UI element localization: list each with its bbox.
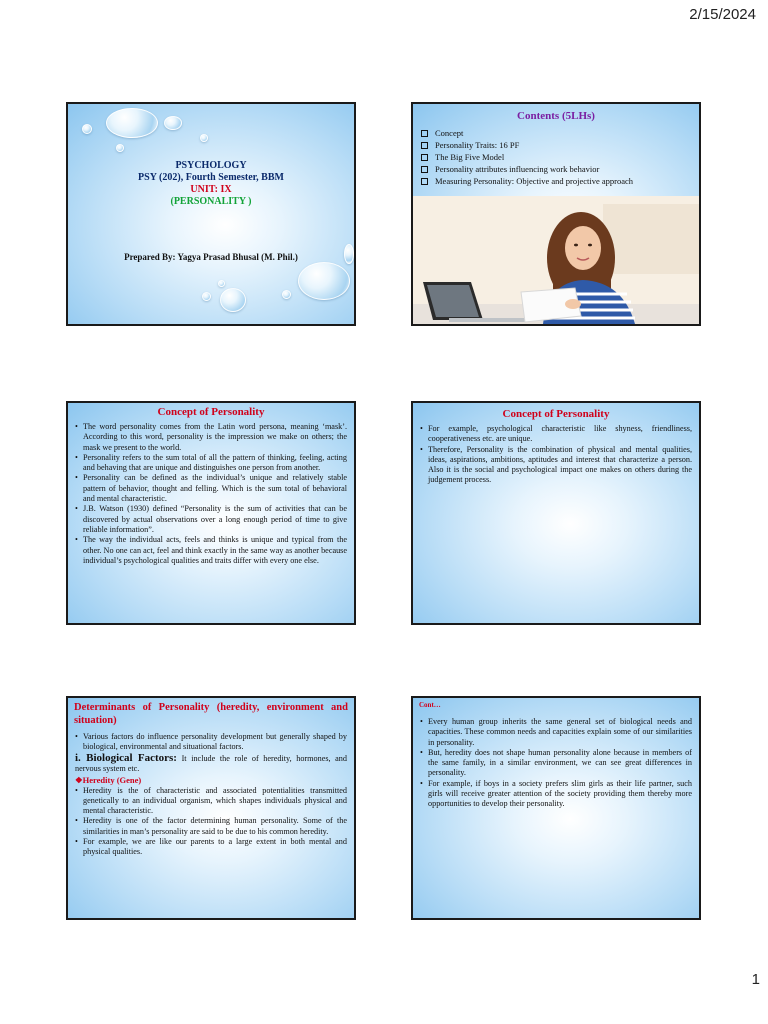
student-photo	[413, 196, 699, 324]
contents-title: Contents (5LHs)	[517, 110, 595, 122]
water-drop-decoration	[82, 124, 92, 134]
water-drop-decoration	[298, 262, 350, 300]
biological-factors-heading: i. Biological Factors:	[75, 751, 177, 764]
biological-factors	[68, 753, 354, 775]
list-item: The Big Five Model	[421, 151, 699, 163]
title-block	[68, 160, 354, 208]
bullet-item: • Various factors do influence personality development but generally shaped by biological, environmental and situational factors.	[75, 732, 347, 753]
unit-line: UNIT: IX	[190, 184, 232, 195]
checkbox-icon	[421, 154, 428, 161]
slide-heading: Determinants of Personality (heredity, environment and situation)	[74, 702, 348, 726]
list-item: Concept	[421, 127, 699, 139]
water-drop-decoration	[218, 280, 225, 287]
bullet-item: • For example, if boys in a society prefers slim girls as their life partner, such girls will receive greater attention of the society providing them thereby more opportunities to develop their personality.	[420, 779, 692, 810]
page-date: 2/15/2024	[689, 6, 756, 23]
bullet-item: • For example, we are like our parents to a large extent in both mental and physical qualities.	[75, 837, 347, 858]
slide-determinants	[66, 696, 356, 920]
topic-line: (PERSONALITY )	[170, 196, 252, 207]
bullet-item: • For example, psychological characteristic like shyness, friendliness, cooperativeness etc. are unique.	[420, 424, 692, 445]
bullet-item: • Every human group inherits the same general set of biological needs and capacities. These common needs and capacities explain some of our similarities in personality.	[420, 717, 692, 748]
bullet-item: • Heredity is one of the factor determining human personality. Some of the similarities in man’s personality are said to be due to his common heredity.	[75, 816, 347, 837]
water-drop-decoration	[164, 116, 182, 130]
slide-intro	[68, 732, 354, 753]
contents-list	[421, 127, 699, 187]
water-drop-decoration	[116, 144, 124, 152]
checkbox-icon	[421, 142, 428, 149]
bullet-item: • Heredity is the of characteristic and associated potentialities transmitted genetically to an individual organism, which shapes individuals physical and mental characteristic.	[75, 786, 347, 817]
slide-title	[66, 102, 356, 326]
slide-continued	[411, 696, 701, 920]
slide-body	[413, 717, 699, 810]
page-number: 1	[751, 971, 760, 988]
course-line: PSY (202), Fourth Semester, BBM	[138, 172, 284, 183]
checkbox-icon	[421, 178, 428, 185]
heredity-heading: ❖Heredity (Gene)	[75, 774, 142, 785]
slide-body	[68, 422, 354, 566]
prepared-by: Prepared By: Yagya Prasad Bhusal (M. Phil.)	[124, 252, 298, 262]
bullet-item: • Personality refers to the sum total of all the pattern of thinking, feeling, acting and behaving that are unique and distinguishes one person from another.	[75, 453, 347, 474]
water-drop-decoration	[200, 134, 208, 142]
bullet-item: • Personality can be defined as the individual’s unique and relatively stable pattern of behavior, thought and felling. Which is the sum total of behavioral and mental characteristic.	[75, 473, 347, 504]
subject-title: PSYCHOLOGY	[175, 160, 247, 171]
slide-body	[413, 424, 699, 486]
bullet-item: • J.B. Watson (1930) defined “Personality is the sum of activities that can be discovered by actual observations over a long enough period of time to give reliable information”.	[75, 504, 347, 535]
water-drop-decoration	[106, 108, 158, 138]
slide-heading: Concept of Personality	[157, 406, 265, 418]
checkbox-icon	[421, 166, 428, 173]
slide-body	[68, 786, 354, 858]
slide-concept-1	[66, 401, 356, 625]
slide-heading: Concept of Personality	[502, 408, 610, 420]
checkbox-icon	[421, 130, 428, 137]
biological-factors-text: It include the role of heredity, hormones, and nervous system etc.	[75, 753, 347, 774]
slide-concept-2	[411, 401, 701, 625]
water-drop-decoration	[220, 288, 246, 312]
bullet-item: • The way the individual acts, feels and thinks is unique and typical from the other. No one can act, feel and think exactly in the same way as another because individual’s psychological qualities and traits differ with every one else.	[75, 535, 347, 566]
bullet-item: • But, heredity does not shape human personality alone because in members of the same family, in a similar environment, we can see great differences in personality.	[420, 748, 692, 779]
slide-heading: Cont…	[419, 701, 441, 709]
list-item: Measuring Personality: Objective and projective approach	[421, 175, 699, 187]
slide-contents	[411, 102, 701, 326]
list-item: Personality attributes influencing work behavior	[421, 163, 699, 175]
water-drop-decoration	[282, 290, 291, 299]
student-laptop-illustration	[413, 196, 699, 324]
bullet-item: • The word personality comes from the Latin word persona, meaning ‘mask’. According to this word, personality is the impression we make on others; the mask we present to the world.	[75, 422, 347, 453]
water-drop-decoration	[202, 292, 211, 301]
bullet-item: • Therefore, Personality is the combination of physical and mental qualities, ideas, aspirations, ambitions, aptitudes and interest that characterize a person. Also it is the social and psychological impact one makes on others during the judgement process.	[420, 445, 692, 486]
list-item: Personality Traits: 16 PF	[421, 139, 699, 151]
